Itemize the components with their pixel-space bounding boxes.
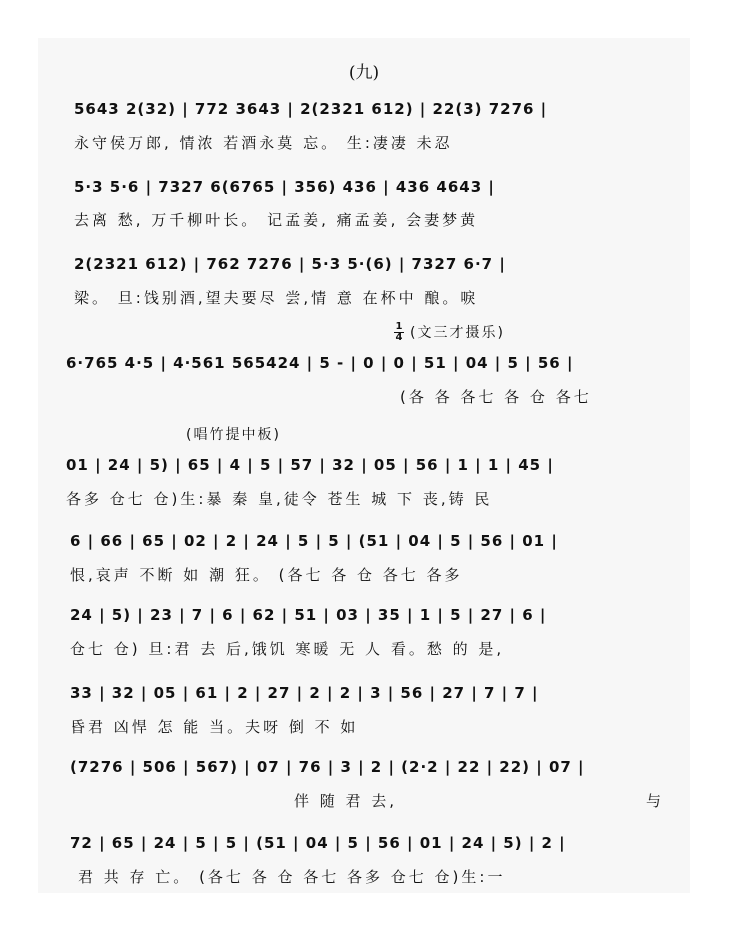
section-title: (九)	[348, 63, 380, 83]
notation-line-4: 6·765 4·5 | 4·561 565424 | 5 - | 0 | 0 | 51 | 04 | 5 | 56 |	[66, 354, 574, 372]
notation-line-8: 33 | 32 | 05 | 61 | 2 | 27 | 2 | 2 | 3 | 56 | 27 | 7 | 7 |	[70, 684, 539, 702]
lyric-line-2: 去离 愁, 万千柳叶长。 记孟姜, 痛孟姜, 会妻梦黄	[74, 211, 479, 229]
lyric-line-1: 永守侯万郎, 情浓 若酒永莫 忘。 生:凄凄 未忍	[74, 134, 453, 152]
lyric-line-8: 昏君 凶悍 怎 能 当。夫呀 倒 不 如	[70, 718, 359, 736]
notation-line-3: 2(2321 612) | 762 7276 | 5·3 5·(6) | 7327 6·7 |	[74, 255, 506, 273]
notation-line-5: 01 | 24 | 5) | 65 | 4 | 5 | 57 | 32 | 05 | 56 | 1 | 1 | 45 |	[66, 456, 554, 474]
notation-line-10: 72 | 65 | 24 | 5 | 5 | (51 | 04 | 5 | 56 | 01 | 24 | 5) | 2 |	[70, 834, 566, 852]
lyric-line-6: 恨,哀声 不断 如 潮 狂。 (各七 各 仓 各七 各多	[70, 566, 463, 584]
lyric-line-9: 伴 随 君 去,	[294, 792, 398, 810]
notation-line-6: 6 | 66 | 65 | 02 | 2 | 24 | 5 | 5 | (51 | 04 | 5 | 56 | 01 |	[70, 532, 558, 550]
lyric-line-10: 君 共 存 亡。 (各七 各 仓 各七 各多 仓七 仓)生:一	[78, 868, 506, 886]
time-signature-top: 1	[395, 321, 403, 332]
notation-line-9: (7276 | 506 | 567) | 07 | 76 | 3 | 2 | (2·2 | 22 | 22) | 07 |	[70, 758, 585, 776]
lyric-line-3: 梁。 旦:饯别酒,望夫要尽 尝,情 意 在杯中 酿。唳	[74, 289, 479, 307]
lyric-line-7: 仓七 仓) 旦:君 去 后,饿饥 寒暖 无 人 看。愁 的 是,	[70, 640, 505, 658]
lyric-line-4: (各 各 各七 各 仓 各七	[400, 388, 592, 406]
lyric-fragment: 与	[646, 792, 665, 810]
time-signature-bottom: 4	[395, 332, 403, 343]
tempo-annotation: (唱竹提中板)	[186, 427, 281, 443]
score-page	[38, 38, 690, 893]
percussion-annotation: (文三才摄乐)	[410, 325, 505, 341]
lyric-line-5: 各多 仓七 仓)生:暴 秦 皇,徒令 苍生 城 下 丧,铸 民	[66, 490, 493, 508]
time-signature	[394, 322, 404, 343]
notation-line-7: 24 | 5) | 23 | 7 | 6 | 62 | 51 | 03 | 35 | 1 | 5 | 27 | 6 |	[70, 606, 547, 624]
notation-line-1: 5643 2(32) | 772 3643 | 2(2321 612) | 22(3) 7276 |	[74, 100, 548, 118]
notation-line-2: 5·3 5·6 | 7327 6(6765 | 356) 436 | 436 4643 |	[74, 178, 495, 196]
